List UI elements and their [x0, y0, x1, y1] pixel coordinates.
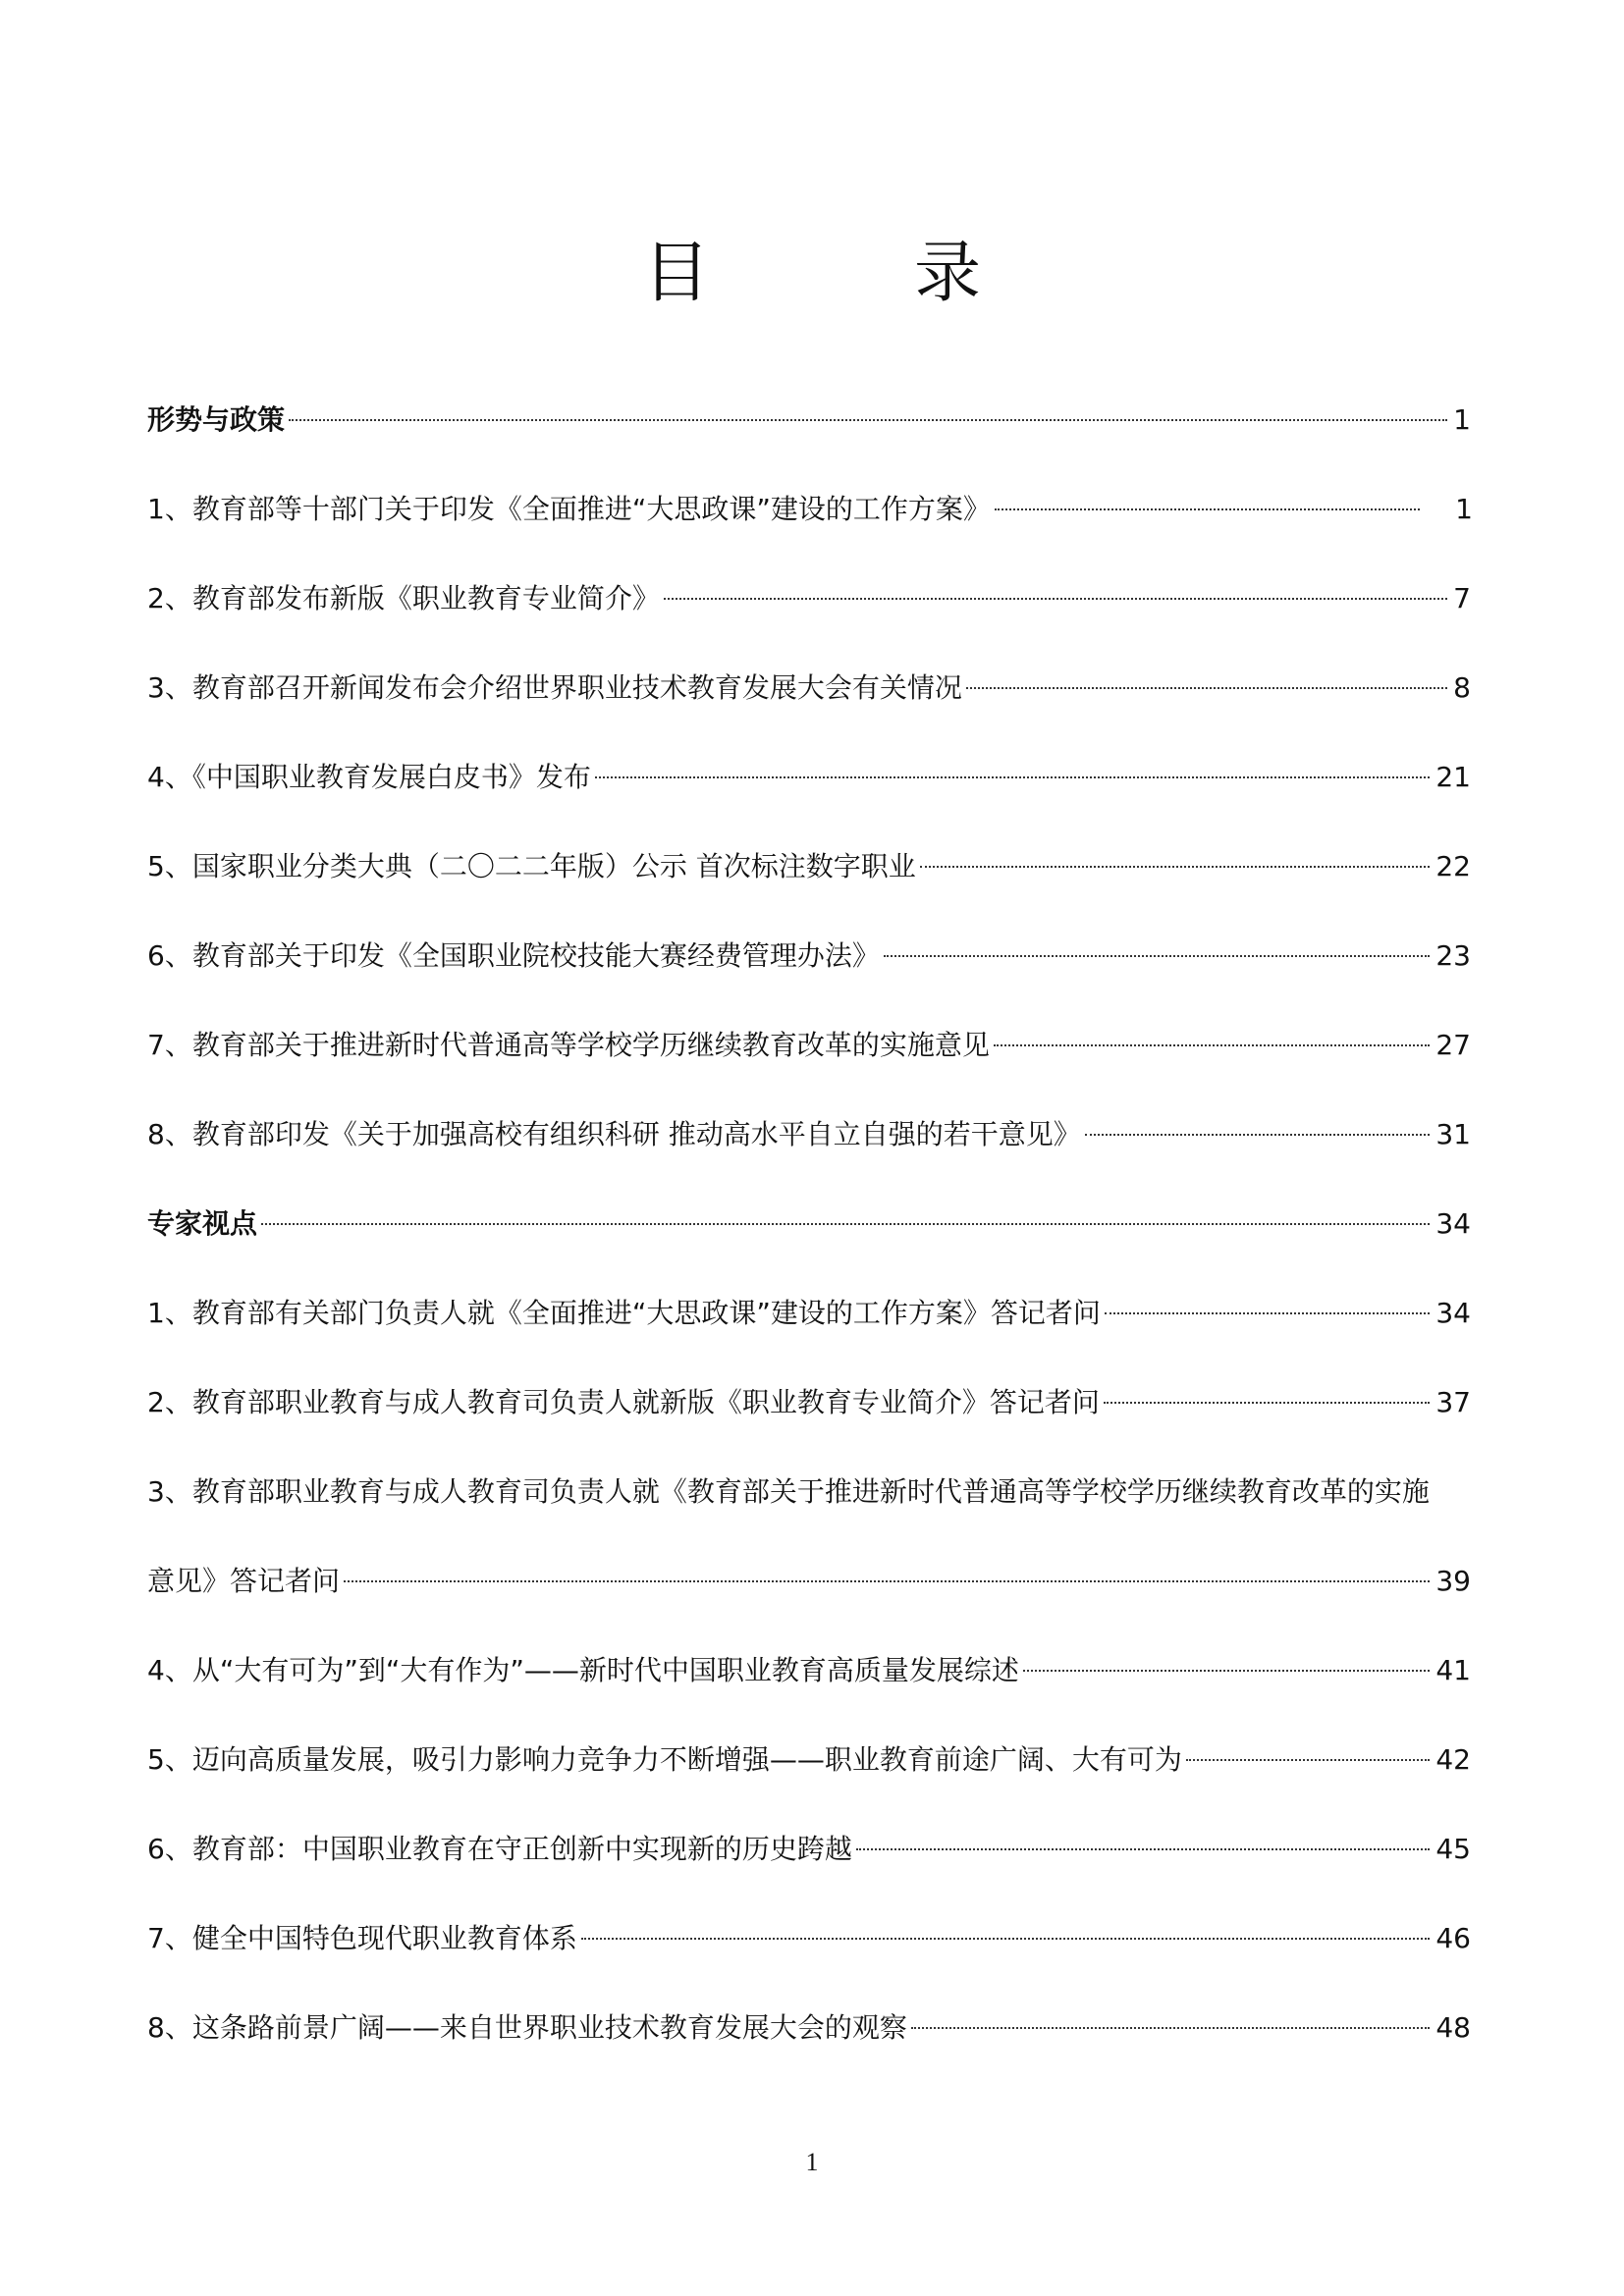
toc-entry[interactable] [147, 579, 1471, 618]
toc-entry-label: 8、这条路前景广阔——来自世界职业技术教育发展大会的观察 [147, 2011, 907, 2044]
footer-page-number: 1 [805, 2148, 819, 2176]
toc-entry[interactable] [147, 1383, 1471, 1422]
toc-entry[interactable] [147, 847, 1471, 886]
toc-entry-label: 2、教育部职业教育与成人教育司负责人就新版《职业教育专业简介》答记者问 [147, 1386, 1100, 1418]
toc-entry-wrapped-line1[interactable]: 3、教育部职业教育与成人教育司负责人就《教育部关于推进新时代普通高等学校学历继续教育改革的实施 [147, 1475, 1430, 1508]
toc-entry[interactable] [147, 936, 1471, 976]
toc-entry[interactable] [147, 1740, 1471, 1780]
toc-section-label: 专家视点 [147, 1207, 258, 1240]
dot-leader [1186, 1759, 1431, 1761]
toc-entry-label: 7、健全中国特色现代职业教育体系 [147, 1922, 577, 1954]
toc-entry-label: 6、教育部：中国职业教育在守正创新中实现新的历史跨越 [147, 1833, 852, 1865]
toc-entry-label: 7、教育部关于推进新时代普通高等学校学历继续教育改革的实施意见 [147, 1029, 990, 1061]
dot-leader [911, 2027, 1431, 2029]
toc-entry[interactable] [147, 1115, 1471, 1154]
dot-leader [1023, 1670, 1431, 1672]
toc-page-number: 31 [1435, 1118, 1471, 1150]
dot-leader [1104, 1402, 1431, 1404]
toc-section-label: 形势与政策 [147, 403, 286, 436]
dot-leader [261, 1223, 1430, 1225]
toc-page-number: 37 [1435, 1386, 1471, 1418]
dot-leader [581, 1938, 1431, 1940]
toc-entry-label: 2、教育部发布新版《职业教育专业简介》 [147, 582, 660, 614]
toc-entry-label: 4、从“大有可为”到“大有作为”——新时代中国职业教育高质量发展综述 [147, 1654, 1019, 1686]
dot-leader [1085, 1134, 1431, 1136]
toc-entry-label: 1、教育部有关部门负责人就《全面推进“大思政课”建设的工作方案》答记者问 [147, 1297, 1101, 1329]
toc-entry[interactable] [147, 668, 1471, 708]
toc-page-number: 34 [1435, 1207, 1471, 1240]
toc-entry-label: 6、教育部关于印发《全国职业院校技能大赛经费管理办法》 [147, 939, 880, 972]
dot-leader [994, 1044, 1431, 1046]
toc-page-number: 22 [1435, 850, 1471, 882]
toc-page-number: 27 [1435, 1029, 1471, 1061]
toc-page-number: 34 [1435, 1297, 1471, 1329]
toc-page-number: 39 [1435, 1565, 1471, 1597]
toc-page-number: 48 [1435, 2011, 1471, 2044]
toc-page-number: 45 [1435, 1833, 1471, 1865]
toc-page-number: 1 [1455, 493, 1473, 525]
dot-leader [995, 508, 1420, 510]
page-title: 目 录 [642, 235, 1050, 312]
toc-entry-label: 意见》答记者问 [147, 1565, 341, 1597]
dot-leader [856, 1848, 1431, 1850]
toc-page-number: 42 [1435, 1743, 1471, 1776]
toc-entry-label: 3、教育部召开新闻发布会介绍世界职业技术教育发展大会有关情况 [147, 671, 962, 704]
dot-leader [884, 955, 1431, 957]
toc-page-number: 1 [1453, 403, 1471, 436]
toc-entry-label: 8、教育部印发《关于加强高校有组织科研 推动高水平自立自强的若干意见》 [147, 1118, 1081, 1150]
toc-page-number: 23 [1435, 939, 1471, 972]
dot-leader [595, 776, 1431, 778]
toc-page-number: 7 [1453, 582, 1471, 614]
toc-entry-label: 4、《中国职业教育发展白皮书》发布 [147, 761, 591, 793]
toc-page-number: 8 [1453, 671, 1471, 704]
dot-leader [920, 866, 1431, 868]
toc-entry[interactable] [147, 490, 1473, 529]
toc-entry[interactable] [147, 1830, 1471, 1869]
toc-entry[interactable] [147, 1026, 1471, 1065]
dot-leader [966, 687, 1447, 689]
toc-page-number: 21 [1435, 761, 1471, 793]
dot-leader [289, 419, 1447, 421]
toc-section-expert-views[interactable] [147, 1204, 1471, 1244]
toc-entry[interactable] [147, 1562, 1471, 1601]
toc-page-number: 46 [1435, 1922, 1471, 1954]
toc-entry[interactable] [147, 1651, 1471, 1690]
toc-entry[interactable] [147, 758, 1471, 797]
toc-entry-label: 5、国家职业分类大典（二〇二二年版）公示 首次标注数字职业 [147, 850, 916, 882]
toc-entry-label: 5、迈向高质量发展，吸引力影响力竞争力不断增强——职业教育前途广阔、大有可为 [147, 1743, 1182, 1776]
toc-page-number: 41 [1435, 1654, 1471, 1686]
toc-section-policy[interactable] [147, 400, 1471, 440]
toc-entry[interactable] [147, 2008, 1471, 2048]
dot-leader [344, 1580, 1430, 1582]
toc-entry[interactable] [147, 1294, 1471, 1333]
dot-leader [1105, 1312, 1431, 1314]
dot-leader [664, 598, 1447, 600]
toc-entry-label: 1、教育部等十部门关于印发《全面推进“大思政课”建设的工作方案》 [147, 493, 991, 525]
toc-entry[interactable] [147, 1919, 1471, 1958]
